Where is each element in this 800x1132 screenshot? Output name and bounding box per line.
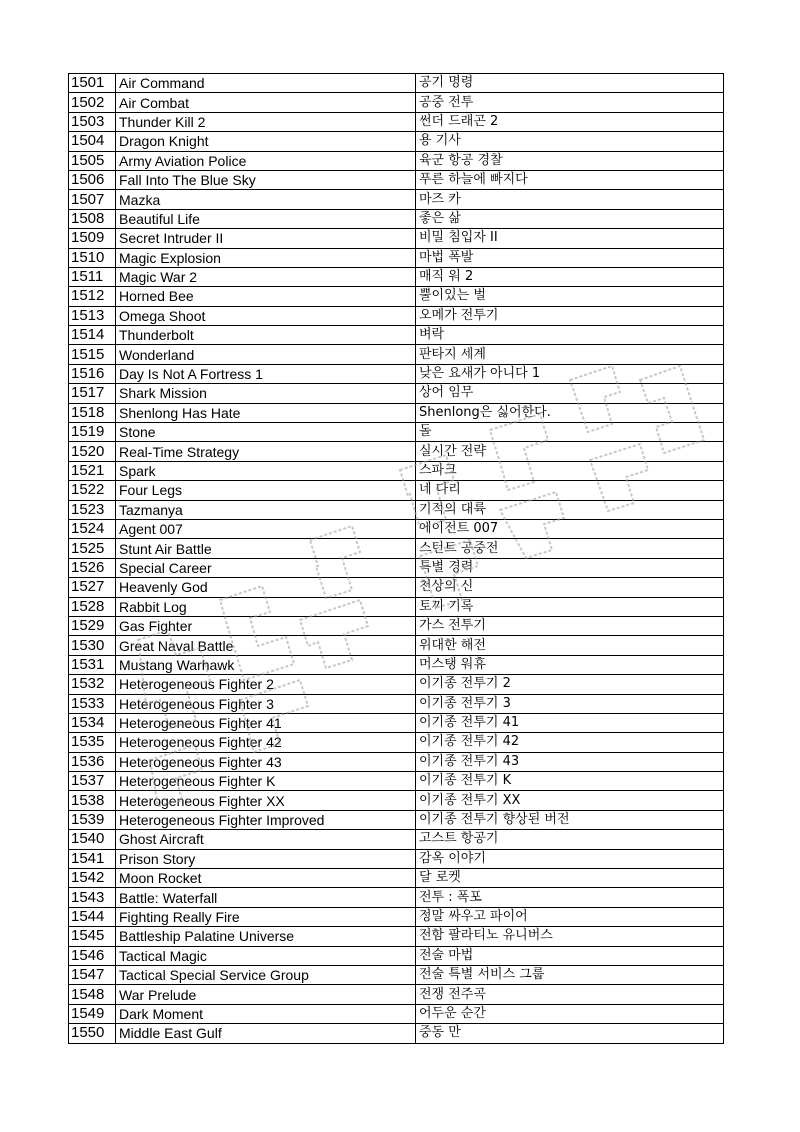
korean-title-cell: 스턴트 공중전 bbox=[416, 539, 724, 558]
korean-title-cell: 네 다리 bbox=[416, 481, 724, 500]
game-number-cell: 1522 bbox=[69, 481, 116, 500]
game-number-cell: 1526 bbox=[69, 558, 116, 577]
korean-title-cell: 좋은 삶 bbox=[416, 209, 724, 228]
korean-title-cell: 이기종 전투기 XX bbox=[416, 791, 724, 810]
game-number-cell: 1548 bbox=[69, 985, 116, 1004]
korean-title-cell: 이기종 전투기 42 bbox=[416, 733, 724, 752]
korean-title-cell: 공중 전투 bbox=[416, 93, 724, 112]
game-number-cell: 1531 bbox=[69, 655, 116, 674]
table-row bbox=[69, 1024, 724, 1043]
table-row bbox=[69, 946, 724, 965]
table-row bbox=[69, 849, 724, 868]
table-row bbox=[69, 772, 724, 791]
korean-title-cell: 돌 bbox=[416, 423, 724, 442]
korean-title-cell: 특별 경력 bbox=[416, 558, 724, 577]
english-title-cell: Shenlong Has Hate bbox=[116, 403, 416, 422]
english-title-cell: Magic War 2 bbox=[116, 267, 416, 286]
korean-title-cell: 이기종 전투기 2 bbox=[416, 675, 724, 694]
table-row bbox=[69, 791, 724, 810]
table-row bbox=[69, 869, 724, 888]
game-number-cell: 1518 bbox=[69, 403, 116, 422]
game-number-cell: 1546 bbox=[69, 946, 116, 965]
table-row bbox=[69, 888, 724, 907]
english-title-cell: Great Naval Battle bbox=[116, 636, 416, 655]
korean-title-cell: 중동 만 bbox=[416, 1024, 724, 1043]
english-title-cell: Shark Mission bbox=[116, 384, 416, 403]
english-title-cell: Stunt Air Battle bbox=[116, 539, 416, 558]
english-title-cell: Mazka bbox=[116, 190, 416, 209]
korean-title-cell: 용 기사 bbox=[416, 132, 724, 151]
table-row bbox=[69, 287, 724, 306]
game-number-cell: 1545 bbox=[69, 927, 116, 946]
table-row bbox=[69, 326, 724, 345]
table-row bbox=[69, 636, 724, 655]
table-row bbox=[69, 713, 724, 732]
game-number-cell: 1509 bbox=[69, 229, 116, 248]
table-row bbox=[69, 345, 724, 364]
table-row bbox=[69, 112, 724, 131]
game-number-cell: 1538 bbox=[69, 791, 116, 810]
korean-title-cell: 달 로켓 bbox=[416, 869, 724, 888]
game-number-cell: 1542 bbox=[69, 869, 116, 888]
english-title-cell: Battle: Waterfall bbox=[116, 888, 416, 907]
game-number-cell: 1502 bbox=[69, 93, 116, 112]
game-title-table bbox=[68, 73, 724, 1044]
table-row bbox=[69, 907, 724, 926]
game-number-cell: 1523 bbox=[69, 500, 116, 519]
english-title-cell: Rabbit Log bbox=[116, 597, 416, 616]
english-title-cell: Heterogeneous Fighter 3 bbox=[116, 694, 416, 713]
korean-title-cell: 전술 마법 bbox=[416, 946, 724, 965]
english-title-cell: Air Command bbox=[116, 74, 416, 93]
korean-title-cell: 마법 폭발 bbox=[416, 248, 724, 267]
table-row bbox=[69, 752, 724, 771]
table-row bbox=[69, 597, 724, 616]
table-row bbox=[69, 74, 724, 93]
english-title-cell: Four Legs bbox=[116, 481, 416, 500]
english-title-cell: Heterogeneous Fighter 42 bbox=[116, 733, 416, 752]
game-number-cell: 1515 bbox=[69, 345, 116, 364]
korean-title-cell: 정말 싸우고 파이어 bbox=[416, 907, 724, 926]
english-title-cell: Gas Fighter bbox=[116, 616, 416, 635]
english-title-cell: Heterogeneous Fighter K bbox=[116, 772, 416, 791]
korean-title-cell: 가스 전투기 bbox=[416, 616, 724, 635]
table-row bbox=[69, 423, 724, 442]
table-row bbox=[69, 461, 724, 480]
game-number-cell: 1539 bbox=[69, 810, 116, 829]
korean-title-cell: 벼락 bbox=[416, 326, 724, 345]
game-number-cell: 1533 bbox=[69, 694, 116, 713]
game-number-cell: 1506 bbox=[69, 170, 116, 189]
game-number-cell: 1501 bbox=[69, 74, 116, 93]
english-title-cell: Real-Time Strategy bbox=[116, 442, 416, 461]
game-number-cell: 1519 bbox=[69, 423, 116, 442]
korean-title-cell: 고스트 항공기 bbox=[416, 830, 724, 849]
table-row bbox=[69, 558, 724, 577]
table-row bbox=[69, 985, 724, 1004]
game-number-cell: 1516 bbox=[69, 364, 116, 383]
table-row bbox=[69, 539, 724, 558]
game-number-cell: 1524 bbox=[69, 519, 116, 538]
english-title-cell: Dark Moment bbox=[116, 1004, 416, 1023]
table-row bbox=[69, 830, 724, 849]
korean-title-cell: 감옥 이야기 bbox=[416, 849, 724, 868]
english-title-cell: Air Combat bbox=[116, 93, 416, 112]
game-number-cell: 1529 bbox=[69, 616, 116, 635]
table-row bbox=[69, 93, 724, 112]
english-title-cell: Heterogeneous Fighter 2 bbox=[116, 675, 416, 694]
english-title-cell: Heterogeneous Fighter Improved bbox=[116, 810, 416, 829]
english-title-cell: Heterogeneous Fighter 41 bbox=[116, 713, 416, 732]
game-number-cell: 1504 bbox=[69, 132, 116, 151]
table-row bbox=[69, 578, 724, 597]
korean-title-cell: 에이전트 007 bbox=[416, 519, 724, 538]
english-title-cell: Heterogeneous Fighter 43 bbox=[116, 752, 416, 771]
game-number-cell: 1530 bbox=[69, 636, 116, 655]
english-title-cell: Stone bbox=[116, 423, 416, 442]
game-number-cell: 1547 bbox=[69, 965, 116, 984]
table-row bbox=[69, 306, 724, 325]
english-title-cell: Agent 007 bbox=[116, 519, 416, 538]
table-row bbox=[69, 1004, 724, 1023]
table-row bbox=[69, 481, 724, 500]
korean-title-cell: 이기종 전투기 41 bbox=[416, 713, 724, 732]
english-title-cell: Horned Bee bbox=[116, 287, 416, 306]
english-title-cell: Wonderland bbox=[116, 345, 416, 364]
english-title-cell: Beautiful Life bbox=[116, 209, 416, 228]
korean-title-cell: 푸른 하늘에 빠지다 bbox=[416, 170, 724, 189]
table-row bbox=[69, 927, 724, 946]
english-title-cell: Moon Rocket bbox=[116, 869, 416, 888]
korean-title-cell: 마즈 카 bbox=[416, 190, 724, 209]
game-number-cell: 1508 bbox=[69, 209, 116, 228]
game-number-cell: 1525 bbox=[69, 539, 116, 558]
english-title-cell: Dragon Knight bbox=[116, 132, 416, 151]
game-number-cell: 1503 bbox=[69, 112, 116, 131]
table-row bbox=[69, 733, 724, 752]
english-title-cell: Fall Into The Blue Sky bbox=[116, 170, 416, 189]
english-title-cell: Secret Intruder II bbox=[116, 229, 416, 248]
korean-title-cell: 썬더 드래곤 2 bbox=[416, 112, 724, 131]
korean-title-cell: 비밀 침입자 II bbox=[416, 229, 724, 248]
korean-title-cell: 전투 : 폭포 bbox=[416, 888, 724, 907]
table-row bbox=[69, 442, 724, 461]
english-title-cell: Tactical Special Service Group bbox=[116, 965, 416, 984]
game-number-cell: 1527 bbox=[69, 578, 116, 597]
korean-title-cell: 토끼 기록 bbox=[416, 597, 724, 616]
game-number-cell: 1534 bbox=[69, 713, 116, 732]
korean-title-cell: 판타지 세계 bbox=[416, 345, 724, 364]
table-row bbox=[69, 655, 724, 674]
game-table-body bbox=[69, 74, 724, 1044]
english-title-cell: Army Aviation Police bbox=[116, 151, 416, 170]
korean-title-cell: 공기 명령 bbox=[416, 74, 724, 93]
table-row bbox=[69, 229, 724, 248]
table-row bbox=[69, 694, 724, 713]
game-number-cell: 1532 bbox=[69, 675, 116, 694]
korean-title-cell: 뿔이있는 벌 bbox=[416, 287, 724, 306]
english-title-cell: Fighting Really Fire bbox=[116, 907, 416, 926]
table-row bbox=[69, 675, 724, 694]
game-number-cell: 1511 bbox=[69, 267, 116, 286]
korean-title-cell: 육군 항공 경찰 bbox=[416, 151, 724, 170]
game-number-cell: 1540 bbox=[69, 830, 116, 849]
korean-title-cell: 기적의 대륙 bbox=[416, 500, 724, 519]
game-number-cell: 1549 bbox=[69, 1004, 116, 1023]
table-row bbox=[69, 965, 724, 984]
game-number-cell: 1514 bbox=[69, 326, 116, 345]
table-row bbox=[69, 132, 724, 151]
game-number-cell: 1517 bbox=[69, 384, 116, 403]
game-number-cell: 1510 bbox=[69, 248, 116, 267]
table-row bbox=[69, 519, 724, 538]
game-number-cell: 1505 bbox=[69, 151, 116, 170]
english-title-cell: Day Is Not A Fortress 1 bbox=[116, 364, 416, 383]
korean-title-cell: 매직 워 2 bbox=[416, 267, 724, 286]
korean-title-cell: 전쟁 전주곡 bbox=[416, 985, 724, 1004]
game-number-cell: 1543 bbox=[69, 888, 116, 907]
english-title-cell: Thunder Kill 2 bbox=[116, 112, 416, 131]
korean-title-cell: 이기종 전투기 3 bbox=[416, 694, 724, 713]
english-title-cell: Ghost Aircraft bbox=[116, 830, 416, 849]
english-title-cell: Middle East Gulf bbox=[116, 1024, 416, 1043]
english-title-cell: Tactical Magic bbox=[116, 946, 416, 965]
korean-title-cell: 이기종 전투기 43 bbox=[416, 752, 724, 771]
english-title-cell: Thunderbolt bbox=[116, 326, 416, 345]
english-title-cell: Magic Explosion bbox=[116, 248, 416, 267]
game-number-cell: 1521 bbox=[69, 461, 116, 480]
english-title-cell: Battleship Palatine Universe bbox=[116, 927, 416, 946]
table-row bbox=[69, 384, 724, 403]
english-title-cell: Heavenly God bbox=[116, 578, 416, 597]
table-row bbox=[69, 616, 724, 635]
korean-title-cell: 상어 임무 bbox=[416, 384, 724, 403]
game-number-cell: 1544 bbox=[69, 907, 116, 926]
english-title-cell: Tazmanya bbox=[116, 500, 416, 519]
korean-title-cell: 낮은 요새가 아니다 1 bbox=[416, 364, 724, 383]
english-title-cell: Special Career bbox=[116, 558, 416, 577]
korean-title-cell: Shenlong은 싫어한다. bbox=[416, 403, 724, 422]
table-row bbox=[69, 500, 724, 519]
english-title-cell: Mustang Warhawk bbox=[116, 655, 416, 674]
english-title-cell: Spark bbox=[116, 461, 416, 480]
korean-title-cell: 실시간 전략 bbox=[416, 442, 724, 461]
game-number-cell: 1541 bbox=[69, 849, 116, 868]
game-number-cell: 1536 bbox=[69, 752, 116, 771]
table-row bbox=[69, 267, 724, 286]
korean-title-cell: 전함 팔라티노 유니버스 bbox=[416, 927, 724, 946]
table-row bbox=[69, 403, 724, 422]
game-number-cell: 1507 bbox=[69, 190, 116, 209]
table-row bbox=[69, 190, 724, 209]
table-row bbox=[69, 364, 724, 383]
english-title-cell: War Prelude bbox=[116, 985, 416, 1004]
table-row bbox=[69, 151, 724, 170]
korean-title-cell: 전술 특별 서비스 그룹 bbox=[416, 965, 724, 984]
table-row bbox=[69, 170, 724, 189]
korean-title-cell: 이기종 전투기 K bbox=[416, 772, 724, 791]
game-number-cell: 1513 bbox=[69, 306, 116, 325]
table-row bbox=[69, 248, 724, 267]
korean-title-cell: 위대한 해전 bbox=[416, 636, 724, 655]
english-title-cell: Heterogeneous Fighter XX bbox=[116, 791, 416, 810]
english-title-cell: Omega Shoot bbox=[116, 306, 416, 325]
table-row bbox=[69, 209, 724, 228]
english-title-cell: Prison Story bbox=[116, 849, 416, 868]
korean-title-cell: 머스탱 워휴 bbox=[416, 655, 724, 674]
korean-title-cell: 스파크 bbox=[416, 461, 724, 480]
game-number-cell: 1535 bbox=[69, 733, 116, 752]
korean-title-cell: 어두운 순간 bbox=[416, 1004, 724, 1023]
table-row bbox=[69, 810, 724, 829]
game-number-cell: 1537 bbox=[69, 772, 116, 791]
game-number-cell: 1520 bbox=[69, 442, 116, 461]
korean-title-cell: 오메가 전투기 bbox=[416, 306, 724, 325]
korean-title-cell: 이기종 전투기 향상된 버전 bbox=[416, 810, 724, 829]
game-number-cell: 1528 bbox=[69, 597, 116, 616]
game-number-cell: 1550 bbox=[69, 1024, 116, 1043]
korean-title-cell: 천상의 신 bbox=[416, 578, 724, 597]
game-number-cell: 1512 bbox=[69, 287, 116, 306]
